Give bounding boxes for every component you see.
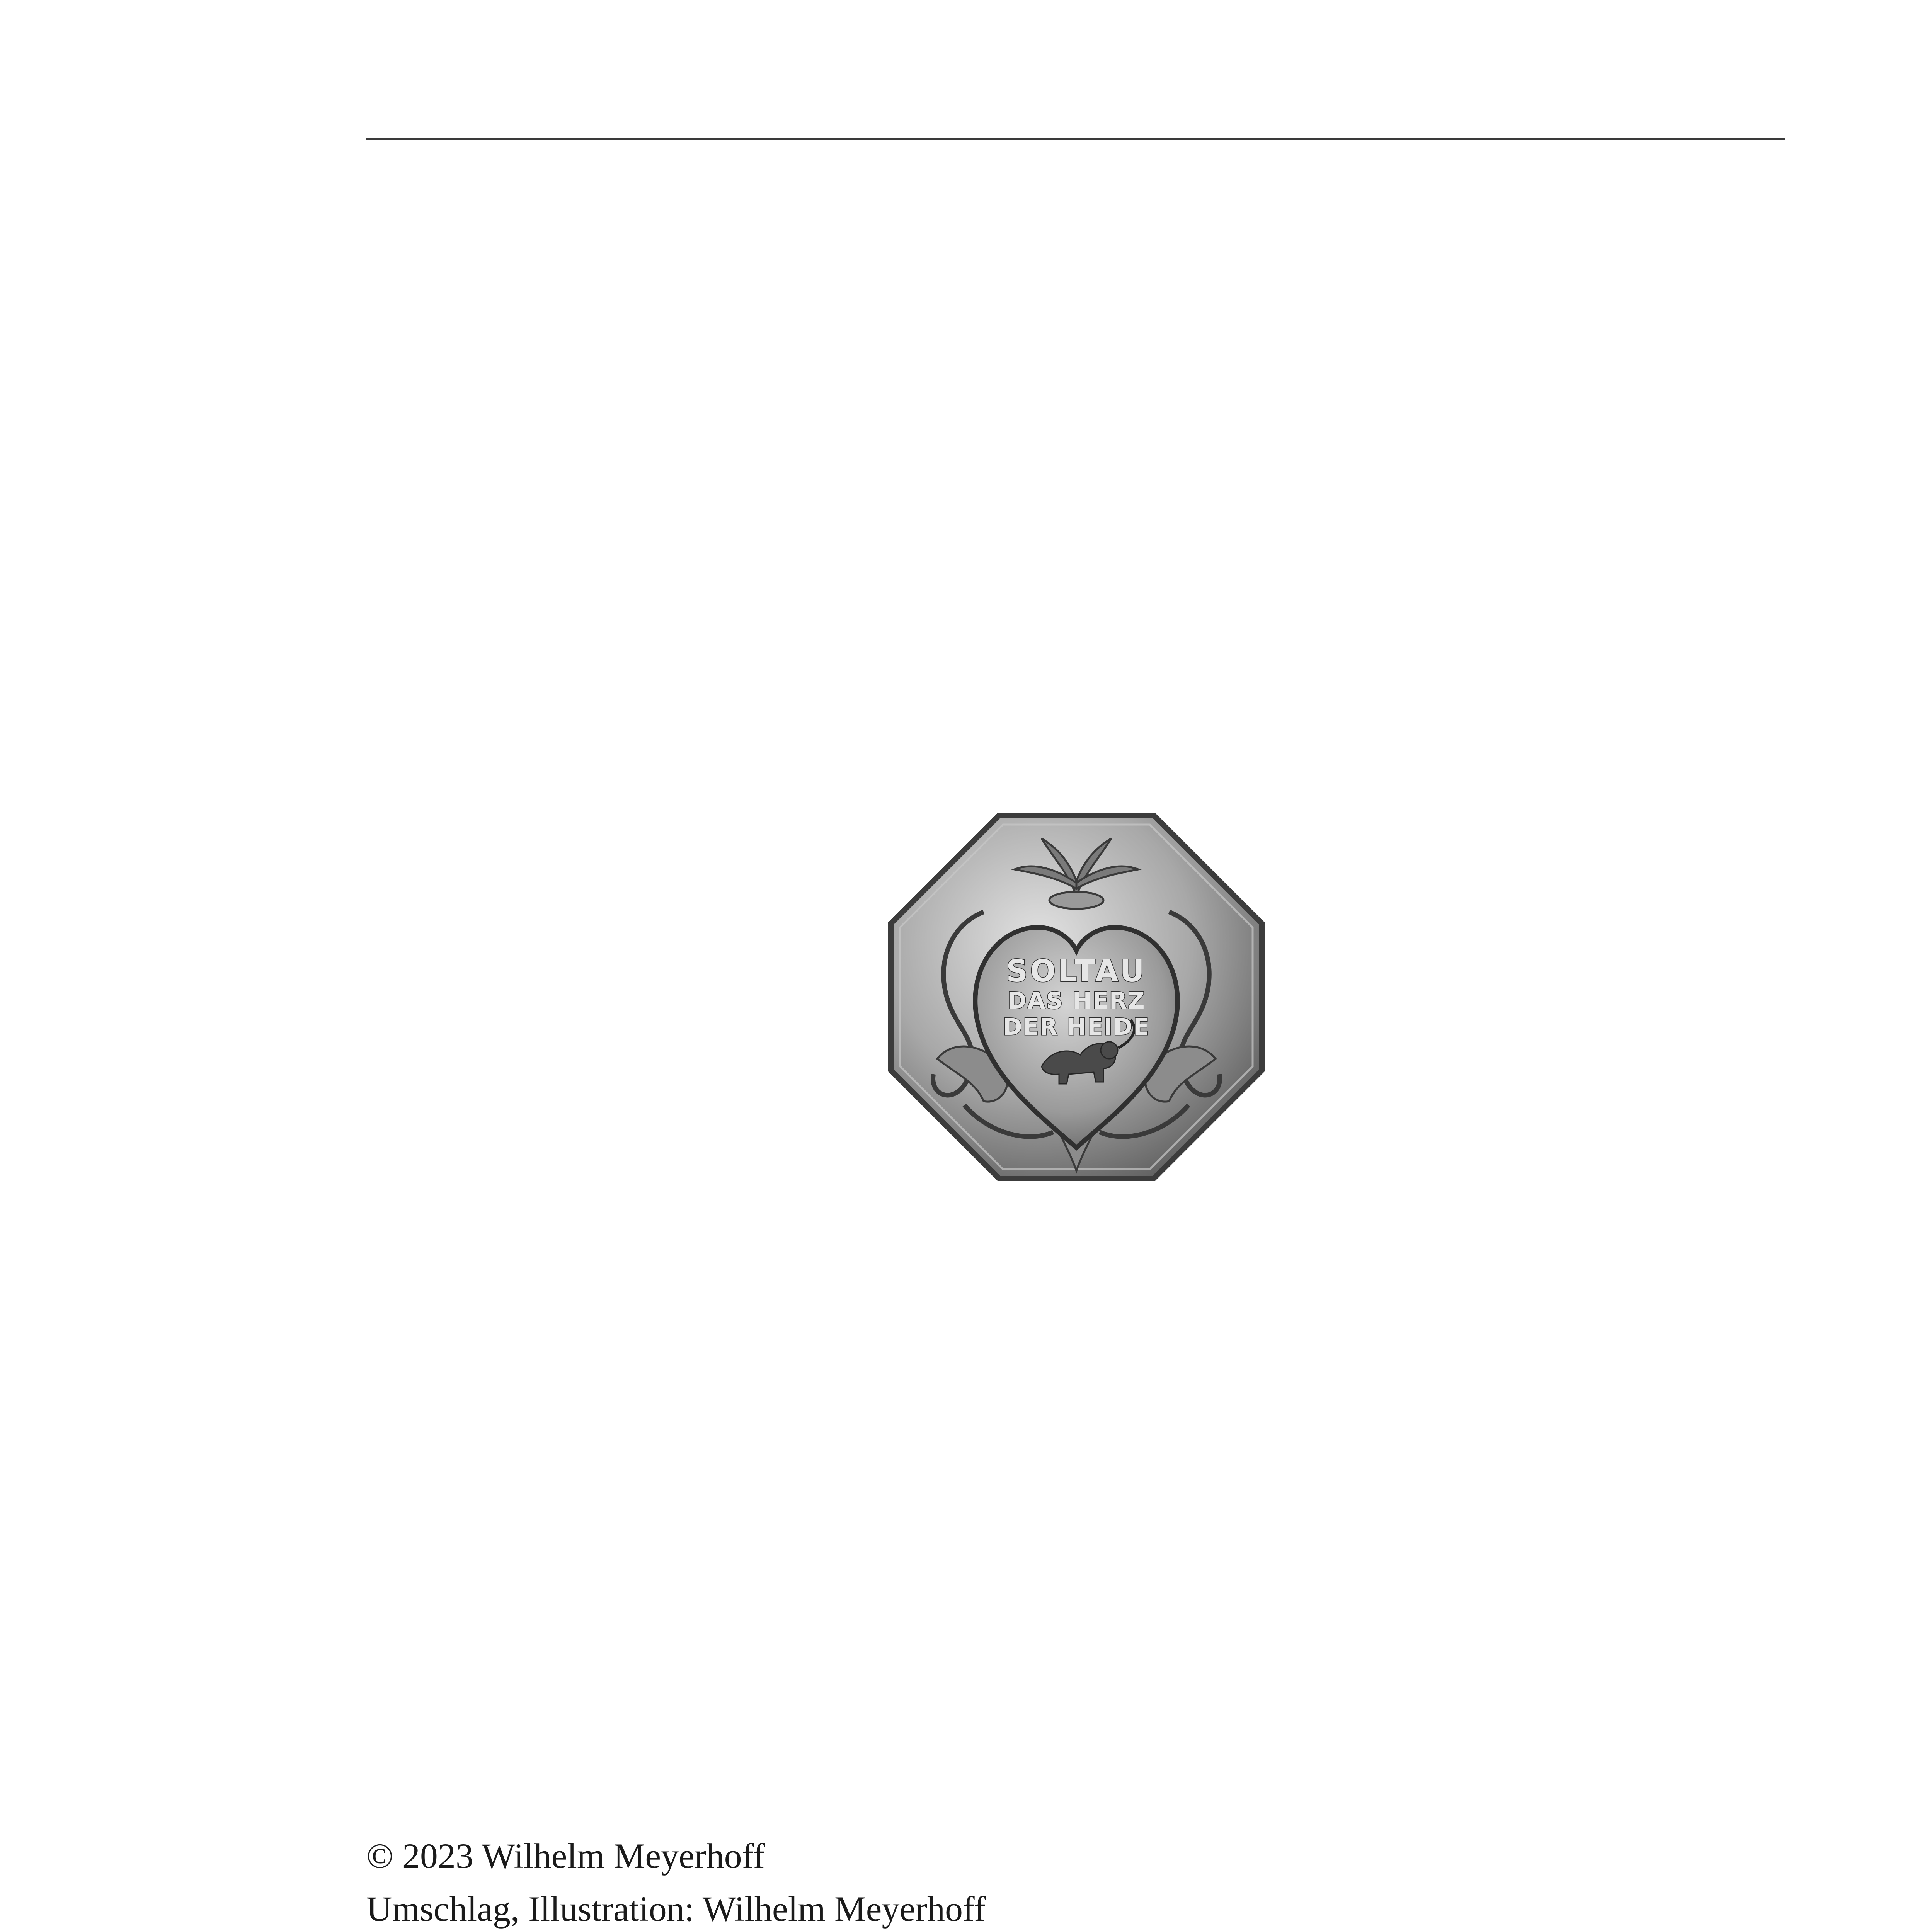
imprint-block xyxy=(366,1830,1785,1932)
cover-credit-line: Umschlag, Illustration: Wilhelm Meyerhoff xyxy=(366,1889,986,1929)
soltau-badge-icon xyxy=(887,811,1266,1182)
svg-text:DAS HERZ: DAS HERZ xyxy=(1007,987,1146,1014)
svg-text:SOLTAU: SOLTAU xyxy=(1006,954,1147,989)
badge-lettering xyxy=(1003,954,1150,1041)
svg-text:DER HEIDE: DER HEIDE xyxy=(1003,1014,1150,1041)
header-rule xyxy=(366,138,1785,140)
copyright-line: © 2023 Wilhelm Meyerhoff xyxy=(366,1836,765,1876)
